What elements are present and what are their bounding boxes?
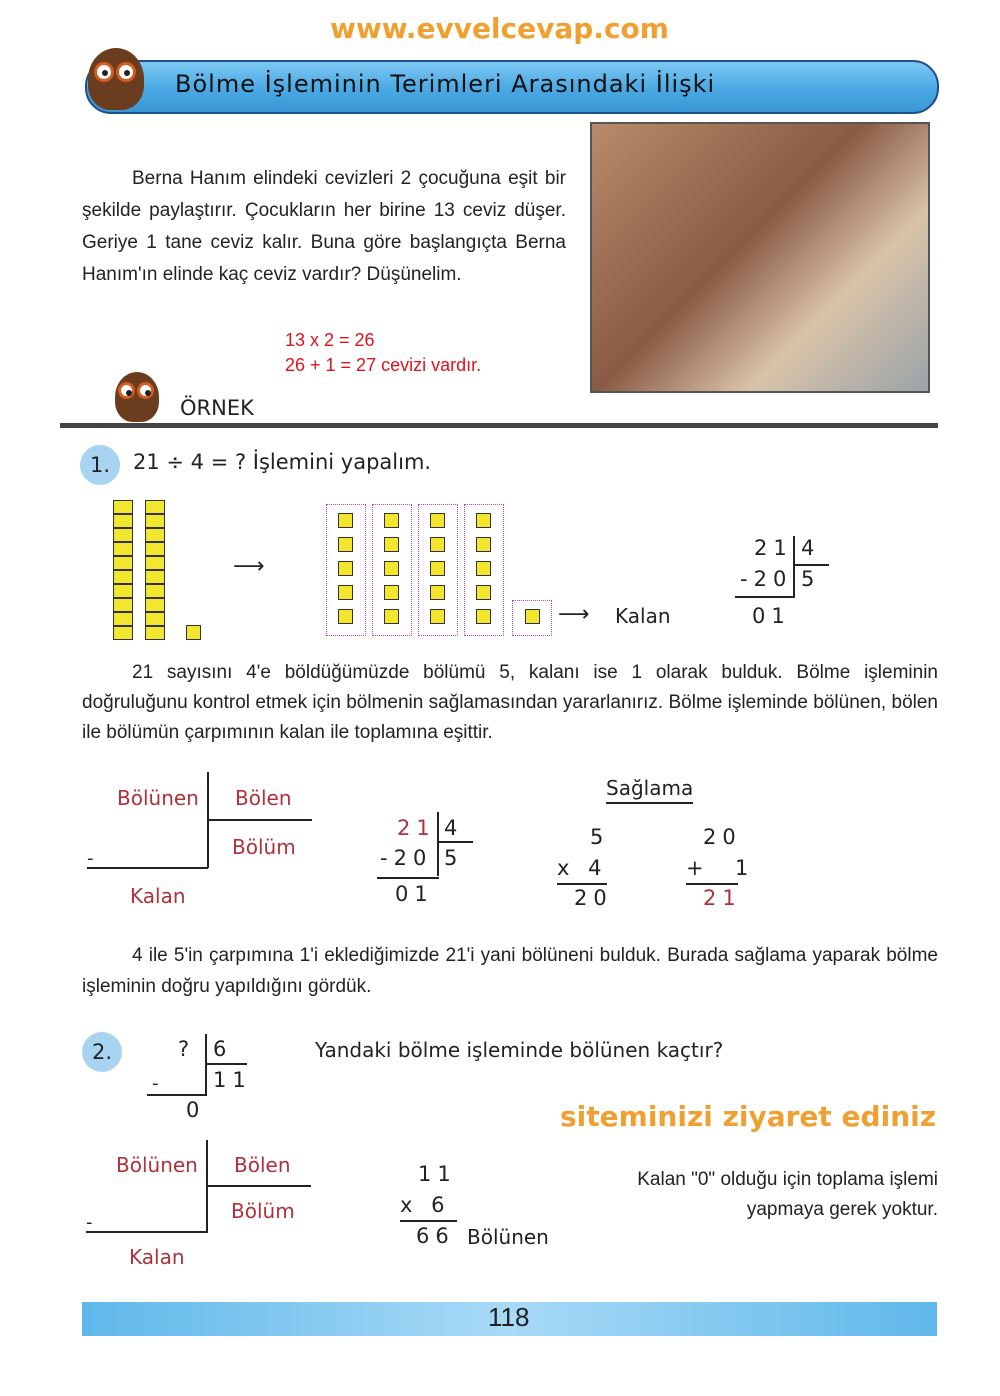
answer-line-2: 26 + 1 = 27 cevizi vardır. <box>285 355 482 375</box>
watermark-url: www.evvelcevap.com <box>330 12 669 45</box>
add-result: 21 <box>703 886 742 910</box>
explanation-paragraph: 21 sayısını 4'e böldüğümüzde bölümü 5, kalanı ise 1 olarak bulduk. Bölme işleminin doğruluğunu kontrol etmek için bölmenin sağlamasından yararlanırız. Bölme işleminde bölünen, bölen ile bölümün çarpımının kalan ile toplamına eşittir. <box>82 662 938 743</box>
term-dividend: Bölünen <box>116 1153 198 1177</box>
division-dividend: 21 <box>397 816 436 840</box>
mult-a: 11 <box>418 1162 457 1186</box>
unit-cube <box>384 537 399 552</box>
unit-cube <box>476 561 491 576</box>
unit-cube <box>384 585 399 600</box>
division-quotient: 5 <box>801 567 821 591</box>
unit-cube <box>338 585 353 600</box>
subtract-value: 20 <box>753 567 793 591</box>
unit-cube <box>430 561 445 576</box>
arrow-icon: ⟶ <box>233 554 265 579</box>
term-quotient: Bölüm <box>232 835 296 859</box>
mult-result: 20 <box>574 886 613 910</box>
term-divisor: Bölen <box>235 786 292 810</box>
division-subtract: -20 <box>380 846 433 870</box>
division-subtract: -20 <box>740 567 793 591</box>
owl-small-icon <box>115 372 159 422</box>
division-remainder: 0 <box>186 1098 206 1122</box>
example1-question: 21 ÷ 4 = ? İşlemini yapalım. <box>133 450 432 474</box>
page-number: 118 <box>488 1302 530 1332</box>
mult-result: 66 <box>416 1224 455 1248</box>
conclusion-paragraph: 4 ile 5'in çarpımına 1'i eklediğimizde 21'i yani bölüneni bulduk. Burada sağlama yaparak bölme işleminin doğru yapıldığını gördük. <box>82 945 938 997</box>
unit-cube <box>384 609 399 624</box>
division-divisor: 4 <box>444 816 464 840</box>
unit-cube <box>430 537 445 552</box>
intro-paragraph: Berna Hanım elindeki cevizleri 2 çocuğuna eşit bir şekilde paylaştırır. Çocukların her birine 13 ceviz düşer. Geriye 1 tane ceviz kalır. Buna göre başlangıçta Berna Hanım'ın elinde kaç ceviz vardır? Düşünelim. <box>82 168 566 285</box>
unit-cube <box>430 513 445 528</box>
term-remainder: Kalan <box>129 1245 185 1269</box>
watermark-tagline: siteminizi ziyaret ediniz <box>560 1100 937 1133</box>
unit-cube <box>384 561 399 576</box>
division-dividend: ? <box>178 1037 196 1061</box>
mult-b: 6 <box>431 1193 451 1217</box>
division-remainder: 01 <box>752 604 791 628</box>
term-divisor: Bölen <box>234 1153 291 1177</box>
section-divider <box>60 423 938 428</box>
unit-cube <box>338 513 353 528</box>
mult-op: x <box>557 856 576 880</box>
division-remainder: 01 <box>395 882 434 906</box>
unit-cube <box>384 513 399 528</box>
illustration-mother-children-walnuts <box>590 122 930 393</box>
term-quotient: Bölüm <box>231 1199 295 1223</box>
division-quotient: 5 <box>444 846 464 870</box>
mult-op: x <box>400 1193 419 1217</box>
example-number-badge: 2. <box>82 1032 122 1072</box>
mult-b: 4 <box>588 856 608 880</box>
term-remainder: Kalan <box>130 884 186 908</box>
subtract-value: 20 <box>393 846 433 870</box>
division-dividend: 21 <box>754 536 793 560</box>
add-b: 1 <box>734 856 755 880</box>
remainder-label: Kalan <box>615 604 671 628</box>
term-dividend: Bölünen <box>117 786 199 810</box>
unit-cube <box>476 537 491 552</box>
unit-cube <box>338 537 353 552</box>
example-number-badge: 1. <box>80 445 120 485</box>
unit-cube <box>186 625 201 640</box>
unit-cube <box>338 561 353 576</box>
check-title: Sağlama <box>606 776 693 804</box>
ornek-heading: ÖRNEK <box>180 396 254 420</box>
ten-rod <box>145 500 165 640</box>
division-divisor: 6 <box>213 1037 233 1061</box>
division-quotient: 11 <box>213 1068 252 1092</box>
page-title: Bölme İşleminin Terimleri Arasındaki İlişki <box>175 70 716 98</box>
answer-line-1: 13 x 2 = 26 <box>285 330 375 350</box>
example2-question: Yandaki bölme işleminde bölünen kaçtır? <box>315 1038 724 1062</box>
add-a: 20 <box>703 825 742 849</box>
unit-cube <box>476 609 491 624</box>
unit-cube <box>476 585 491 600</box>
add-op: + <box>686 856 710 880</box>
unit-cube <box>430 609 445 624</box>
unit-cube <box>430 585 445 600</box>
arrow-icon: ⟶ <box>558 602 590 627</box>
ten-rod <box>113 500 133 640</box>
owl-mascot-icon <box>88 48 144 110</box>
example2-note: Kalan "0" olduğu için toplama işlemi yapmaya gerek yoktur. <box>637 1169 938 1220</box>
mult-result-label: Bölünen <box>467 1225 549 1249</box>
unit-cube <box>338 609 353 624</box>
unit-cube <box>476 513 491 528</box>
division-divisor: 4 <box>801 536 821 560</box>
textbook-page: www.evvelcevap.com Bölme İşleminin Terimleri Arasındaki İlişki Berna Hanım elindeki cevizleri 2 çocuğuna eşit bir şekilde paylaştırır. Çocukların her birine 13 ceviz düşer. Geriye 1 tane ceviz kalır. Buna göre başlangıçta Berna Hanım'ın elinde kaç ceviz vardır? Düşünelim. 13 x 2 = 26 26 + 1 = 27 cevizi vardır. ÖRNEK 1. 21 ÷ 4 = ? İşlemini yapalım. ⟶ ⟶ Kalan 21 4 -20 5 01 21 sayısını 4'e böldüğümüzde bölümü 5, kalanı ise 1 olarak bulduk. Bölme işleminin doğruluğunu kontrol etmek için bölmenin sağlamasından yararlanırız. Bölme işleminde bölünen, bölen ile bölümün çarpımının kalan ile toplamına eşittir. Bölünen Bölen Bölüm Kalan - 21 4 -20 5 01 Sağlama 5 x 4 20 20 + 1 21 4 ile 5'in çarpımına 1'i eklediğimizde 21'i yani bölüneni bulduk. Burada sağlama yaparak bölme işleminin doğru yapıldığını gördük. 2. ? 6 11 0 - Yandaki bölme işleminde bölünen kaçtır? siteminizi ziyaret ediniz Bölünen Bölen Bölüm Kalan - 11 x 6 66 Bölünen Kalan "0" olduğu için toplama işlemi yapmaya gerek yoktur. 118 <box>0 0 1000 1396</box>
mult-a: 5 <box>590 825 610 849</box>
unit-cube <box>525 609 540 624</box>
